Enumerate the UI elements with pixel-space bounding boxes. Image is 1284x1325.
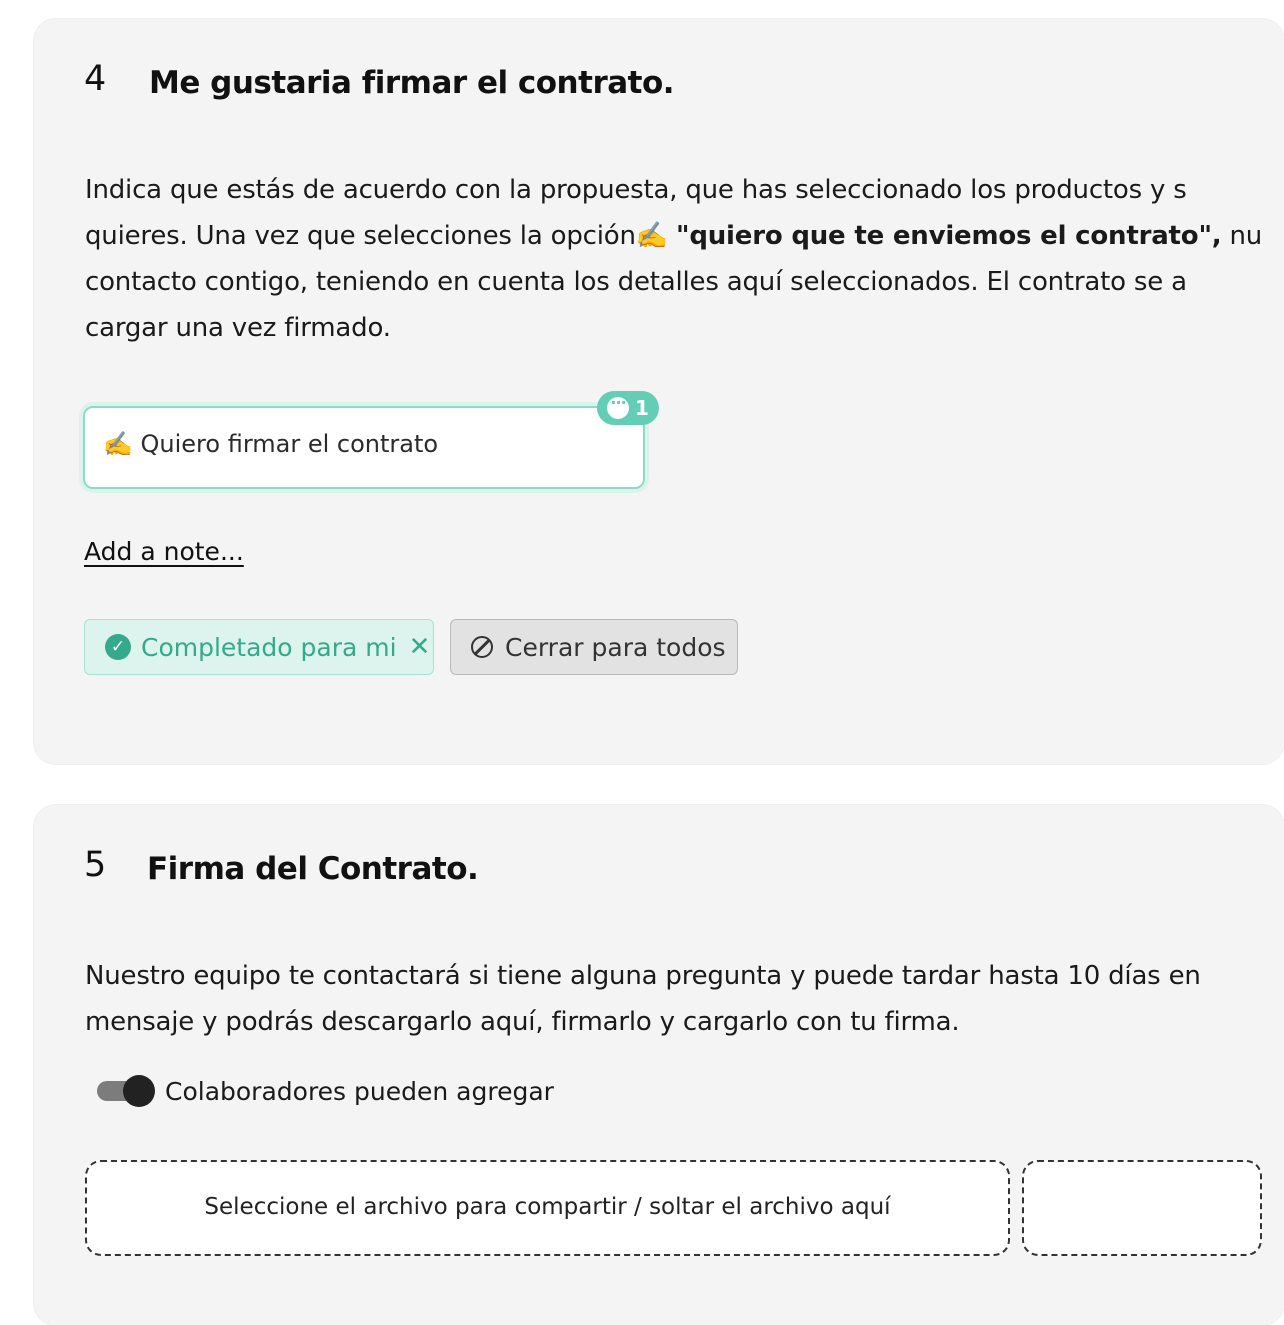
- step-description: [85, 953, 1201, 1045]
- completed-label: Completado para mi: [141, 632, 397, 662]
- collaborators-toggle[interactable]: [97, 1076, 155, 1106]
- description-emphasis: "quiero que te enviemos el contrato",: [675, 221, 1222, 251]
- toggle-label: Colaboradores pueden agregar: [165, 1076, 554, 1106]
- file-dropzone-secondary[interactable]: [1022, 1160, 1262, 1256]
- step-card-4: [34, 19, 1284, 764]
- step-title: Firma del Contrato.: [147, 851, 479, 887]
- dropzone-label: Seleccione el archivo para compartir / soltar el archivo aquí: [204, 1194, 891, 1220]
- step-number: 5: [84, 845, 107, 885]
- step-card-5: [34, 805, 1284, 1325]
- description-text: quieres. Una vez que selecciones la opción✍️: [85, 221, 676, 251]
- comment-count-badge[interactable]: [597, 391, 659, 425]
- step-title: Me gustaria firmar el contrato.: [149, 65, 675, 101]
- close-for-all-button[interactable]: [450, 619, 738, 675]
- add-note-link[interactable]: Add a note...: [84, 537, 244, 566]
- collaborators-toggle-row: [97, 1073, 554, 1109]
- close-for-all-label: Cerrar para todos: [505, 632, 726, 662]
- description-line: [85, 213, 1262, 259]
- comment-icon: [607, 397, 629, 419]
- description-line: cargar una vez firmado.: [85, 313, 391, 343]
- check-circle-icon: ✓: [105, 634, 131, 660]
- ban-icon: [471, 636, 493, 658]
- close-icon[interactable]: ✕: [408, 632, 431, 662]
- file-dropzone[interactable]: [85, 1160, 1010, 1256]
- description-line: Indica que estás de acuerdo con la propuesta, que has seleccionado los productos y s: [85, 175, 1187, 205]
- description-line: mensaje y podrás descargarlo aquí, firmarlo y cargarlo con tu firma.: [85, 1007, 960, 1037]
- completed-for-me-button[interactable]: [84, 619, 434, 675]
- description-text: nu: [1221, 221, 1263, 251]
- description-line: contacto contigo, teniendo en cuenta los detalles aquí seleccionados. El contrato se a: [85, 267, 1187, 297]
- step-number: 4: [84, 59, 107, 99]
- comment-count: 1: [635, 396, 649, 420]
- toggle-knob: [123, 1075, 155, 1107]
- step-description: [85, 167, 1262, 351]
- description-line: Nuestro equipo te contactará si tiene alguna pregunta y puede tardar hasta 10 días en: [85, 961, 1201, 991]
- option-label: ✍️ Quiero firmar el contrato: [103, 430, 439, 458]
- sign-contract-option[interactable]: [83, 406, 645, 489]
